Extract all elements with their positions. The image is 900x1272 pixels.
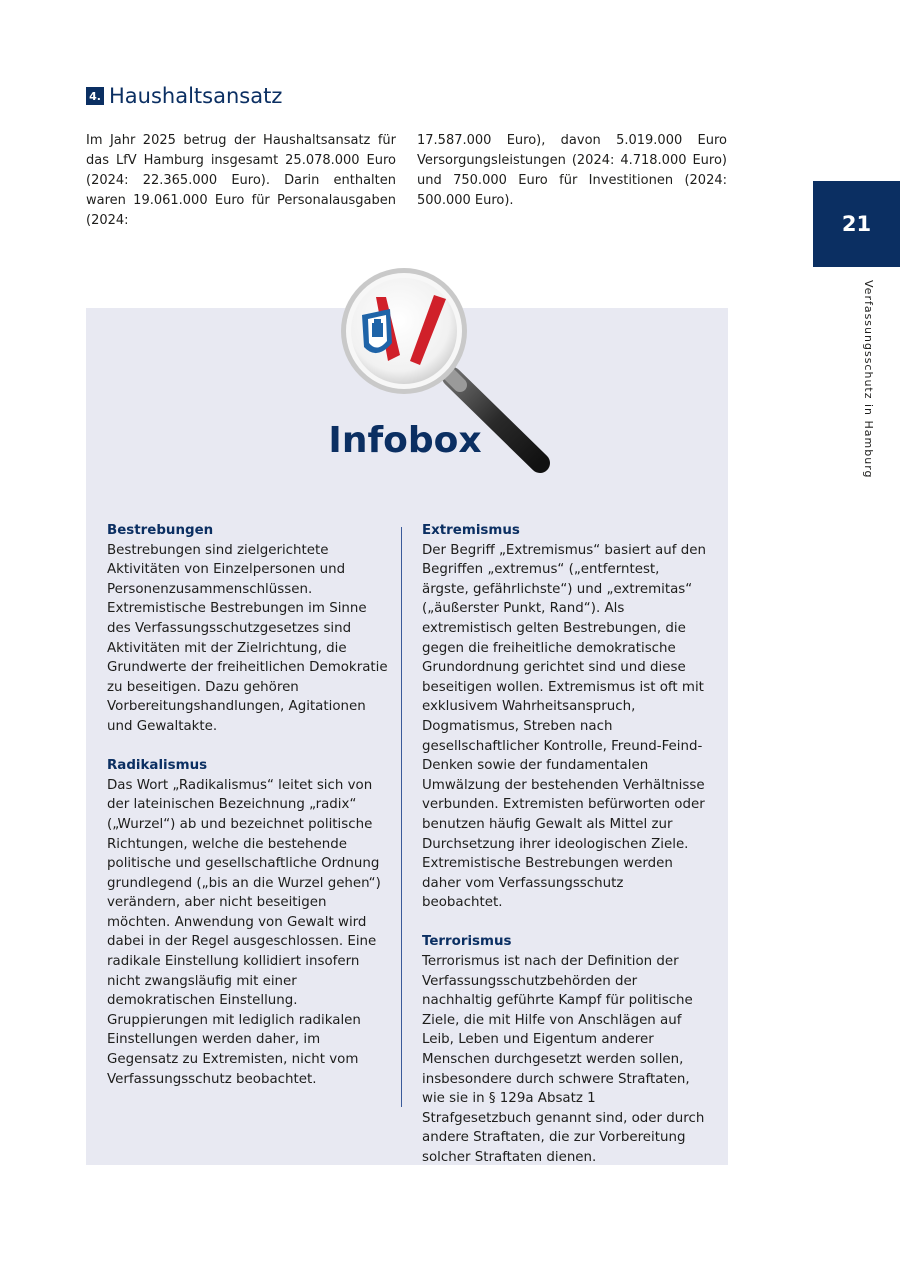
section-number: 4. bbox=[86, 87, 104, 105]
infobox-column-left bbox=[107, 521, 393, 1109]
entry-radikalismus bbox=[107, 756, 393, 1089]
entry-text: Das Wort „Radikalismus“ leitet sich von der lateinischen Bezeichnung „radix“ („Wurzel“) ab und bezeichnet politische Richtungen, welche die bestehende politische und gesellschaftliche Ordnung grundlegend („bis an die Wurzel gehen“) verändern, aber nicht beseitigen möchten. Anwendung von Gewalt wird dabei in der Regel ausgeschlossen. Eine radikale Einstellung kollidiert insofern nicht zwangsläufig mit einer demokratischen Einstellung. Gruppierungen mit lediglich radikalen Einstellungen werden daher, im Gegensatz zu Extremisten, nicht vom Verfassungsschutz beobachtet. bbox=[107, 777, 381, 1087]
entry-text: Bestrebungen sind zielgerichtete Aktivitäten von Einzelpersonen und Personenzusammenschlüssen. Extremistische Bestrebungen im Sinne des Verfassungsschutzgesetzes sind Aktivitäten mit der Zielrichtung, die Grundwerte der freiheitlichen Demokratie zu beseitigen. Dazu gehören Vorbereitungshandlungen, Agitationen und Gewaltakte. bbox=[107, 542, 388, 734]
page-number: 21 bbox=[813, 181, 900, 267]
side-label: Verfassungsschutz in Hamburg bbox=[862, 280, 875, 479]
entry-title: Bestrebungen bbox=[107, 523, 214, 538]
entry-text: Der Begriff „Extremismus“ basiert auf den Begriffen „extremus“ („entferntest, ärgste, gefährlichste“) und „extremitas“ („äußerster Punkt, Rand“). Als extremistisch gelten Bestrebungen, die gegen die freiheitliche demokratische Grundordnung gerichtet sind und diese beseitigen wollen. Extremismus ist oft mit exklusivem Wahrheitsanspruch, Dogmatismus, Streben nach gesellschaftlicher Kontrolle, Freund-Feind-Denken sowie der fundamentalen Umwälzung der bestehenden Verhältnisse verbunden. Extremisten befürworten oder benutzen häufig Gewalt als Mittel zur Durchsetzung ihrer ideologischen Ziele. Extremistische Bestrebungen werden daher vom Verfassungsschutz beobachtet. bbox=[422, 542, 706, 911]
entry-terrorismus bbox=[422, 932, 708, 1167]
intro-paragraph-right: 17.587.000 Euro), davon 5.019.000 Euro Versorgungsleistungen (2024: 4.718.000 Euro) und 750.000 Euro für Investitionen (2024: 500.000 Euro). bbox=[417, 133, 727, 208]
column-divider bbox=[401, 527, 402, 1107]
entry-text: Terrorismus ist nach der Definition der Verfassungsschutzbehörden der nachhaltig geführte Kampf für politische Ziele, die mit Hilfe von Anschlägen auf Leib, Leben und Eigentum anderer Menschen durchgesetzt werden sollen, insbesondere durch schwere Straftaten, wie sie in § 129a Absatz 1 Strafgesetzbuch genannt sind, oder durch andere Straftaten, die zur Vorbereitung solcher Straftaten dienen. bbox=[422, 954, 705, 1165]
entry-bestrebungen bbox=[107, 521, 393, 737]
section-heading bbox=[86, 84, 282, 108]
infobox-title: Infobox bbox=[328, 420, 482, 461]
entry-title: Extremismus bbox=[422, 523, 520, 538]
intro-paragraph-left: Im Jahr 2025 betrug der Haushaltsansatz für das LfV Hamburg insgesamt 25.078.000 Euro (2024: 22.365.000 Euro). Darin enthalten waren 19.061.000 Euro für Personalausgaben (2024: bbox=[86, 133, 396, 228]
infobox-column-right bbox=[422, 521, 708, 1187]
entry-extremismus bbox=[422, 521, 708, 913]
entry-title: Radikalismus bbox=[107, 758, 208, 774]
entry-title: Terrorismus bbox=[422, 934, 512, 950]
section-title: Haushaltsansatz bbox=[109, 84, 283, 108]
